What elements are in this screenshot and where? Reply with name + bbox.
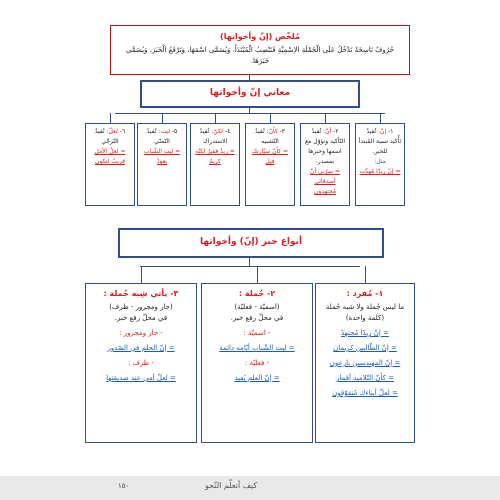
- meaning-head: [358, 127, 402, 137]
- meaning-card: [190, 123, 240, 206]
- meaning-head: [248, 127, 292, 137]
- meaning-desc: تُفيدُ: [311, 128, 322, 135]
- type-example: = إنّ زيدًا مُجتهدٌ: [341, 329, 389, 337]
- meaning-word: لعلّ:: [106, 128, 118, 135]
- meaning-desc: تُفيدُ: [94, 128, 105, 135]
- page-footer: [0, 476, 500, 500]
- type-example: = كأنّ التّلاميذ أقمار: [336, 374, 394, 382]
- type-line: (اسميّة - فعليّة): [234, 303, 280, 311]
- meaning-example: = إنّ زيدًا مُهذّب: [359, 168, 401, 175]
- book-title: كيف أتعلّم النّحو: [205, 481, 258, 490]
- type-example: = إنّ الطّالبين كريمان: [333, 344, 397, 352]
- type-card: [315, 283, 415, 443]
- meaning-word: أنّ:: [323, 128, 332, 135]
- type-connector: [257, 266, 258, 283]
- meaning-desc: تُفيدُ: [366, 128, 377, 135]
- meaning-card: [300, 123, 350, 206]
- meaning-card: [355, 123, 405, 206]
- meaning-head: [303, 127, 347, 137]
- meaning-desc: تُفيدُ: [199, 128, 210, 135]
- type-card: [85, 283, 197, 443]
- meaning-head: [88, 127, 132, 137]
- meanings-title-box: [140, 80, 360, 108]
- meaning-connector: [215, 113, 216, 123]
- type-connector: [141, 266, 142, 283]
- meaning-connector: [270, 113, 271, 123]
- type-example: = لعلّ أبناءك مُتفوّقون: [332, 389, 398, 397]
- type-example: - اسميّة :: [243, 329, 271, 337]
- meaning-word: إنّ:: [378, 128, 387, 135]
- meaning-body: تَأْكيد نسبة المُبتدأ للخبر.: [358, 138, 402, 155]
- type-example: - ظرف :: [127, 359, 155, 367]
- meaning-number: ١-: [388, 128, 394, 135]
- meaning-word: ليت:: [158, 128, 170, 135]
- meaning-example: = ليت الشّباب يعودُ: [143, 148, 181, 165]
- meaning-head: [193, 127, 237, 137]
- meaning-example-label: مثل:: [374, 158, 386, 165]
- type-line: في محلّ رفع خبر.: [230, 314, 284, 322]
- meaning-connector: [162, 113, 163, 123]
- types-title: أنواع خبر (إنّ) وأخواتها: [199, 237, 303, 247]
- meaning-connector: [325, 113, 326, 123]
- meaning-example: = كأنّ سيّارتك فيل: [251, 148, 289, 165]
- type-example: = لعلّ أمي عند صديقتها: [106, 374, 176, 382]
- meaning-number: ٢-: [333, 128, 339, 135]
- meaning-word: لكنّ:: [211, 128, 223, 135]
- type-line: ما ليس جُملة ولا شبه جُملة: [325, 303, 405, 311]
- meanings-title: معاني إنّ وأخواتها: [209, 88, 291, 98]
- summary-title: مُلخّص (إنّ وأخواتها): [220, 32, 300, 41]
- types-bar: [140, 266, 360, 267]
- type-example: = ليت الشّباب أيّامه دائمة: [219, 344, 295, 352]
- type-example: = إنّ الحلم في الصّدور: [107, 344, 175, 352]
- meaning-example: = زيدٌ فقيرٌ لكنّه كريمٌ: [195, 148, 235, 165]
- type-line: (جار ومجرور - ظرف): [109, 303, 173, 311]
- meaning-connector: [380, 113, 381, 123]
- type-title: ١- مُفرد :: [346, 289, 384, 298]
- meaning-number: ٤-: [224, 128, 231, 135]
- meaning-card: [85, 123, 135, 206]
- meaning-desc: تُفيدُ: [254, 128, 265, 135]
- types-trunk: [249, 258, 250, 266]
- meaning-head: [140, 127, 184, 137]
- summary-box: [110, 25, 410, 75]
- types-title-box: [118, 228, 384, 258]
- type-title: ٣- يأتي شِبه جُملة :: [103, 289, 179, 298]
- meanings-bar: [115, 113, 385, 114]
- meaning-example: = سرّني أنّ أصدقائي مُجتهدون: [310, 168, 340, 195]
- meaning-body: التّأكيد وتؤوّل مع اسمها وخبرها بمصدر.: [304, 138, 346, 165]
- meaning-card: [245, 123, 295, 206]
- meaning-number: ٦-: [119, 128, 126, 135]
- type-example: - جار ومجرور :: [119, 329, 163, 337]
- meaning-body: التّشبيه: [261, 138, 279, 145]
- type-title: ٢- جُملة :: [238, 289, 276, 298]
- meaning-number: ٥-: [171, 128, 178, 135]
- meaning-example: = لعلّ الأمل قريبٌ لتكون: [94, 148, 126, 165]
- type-line: في محلّ رفع خبر.: [114, 314, 168, 322]
- type-example: = إنّ العلم يُفيد: [234, 374, 280, 382]
- meaning-card: [137, 123, 187, 206]
- type-example: = إنّ المهندسين بارعون: [329, 359, 401, 367]
- meaning-connector: [110, 113, 111, 123]
- meaning-body: الاستدراك: [202, 138, 228, 145]
- meaning-desc: تُفيدُ: [146, 128, 157, 135]
- type-card: [201, 283, 313, 443]
- type-connector: [365, 266, 366, 283]
- meaning-body: التّمنّي: [154, 138, 170, 145]
- summary-text: حُرُوفٌ نَاسِخَةٌ تَدْخُلُ عَلَى الْجُمْلَةِ الاِسْمِيَّةِ فَتَنْصِبُ الْمُبْتَدَأَ، وَيُسَمَّى اسْمَهَا، وَتَرْفَعُ الْخَبَرَ، وَيُسَمَّى خَبَرَهَا.: [126, 46, 394, 65]
- meaning-body: التّرجّي: [101, 138, 119, 145]
- type-line: (كلمة واحدة): [345, 314, 385, 322]
- meaning-number: ٣-: [279, 128, 286, 135]
- meaning-word: كأنّ:: [266, 128, 278, 135]
- page-number: ١٥٠: [118, 482, 130, 490]
- type-example: - فعليّة :: [244, 359, 270, 367]
